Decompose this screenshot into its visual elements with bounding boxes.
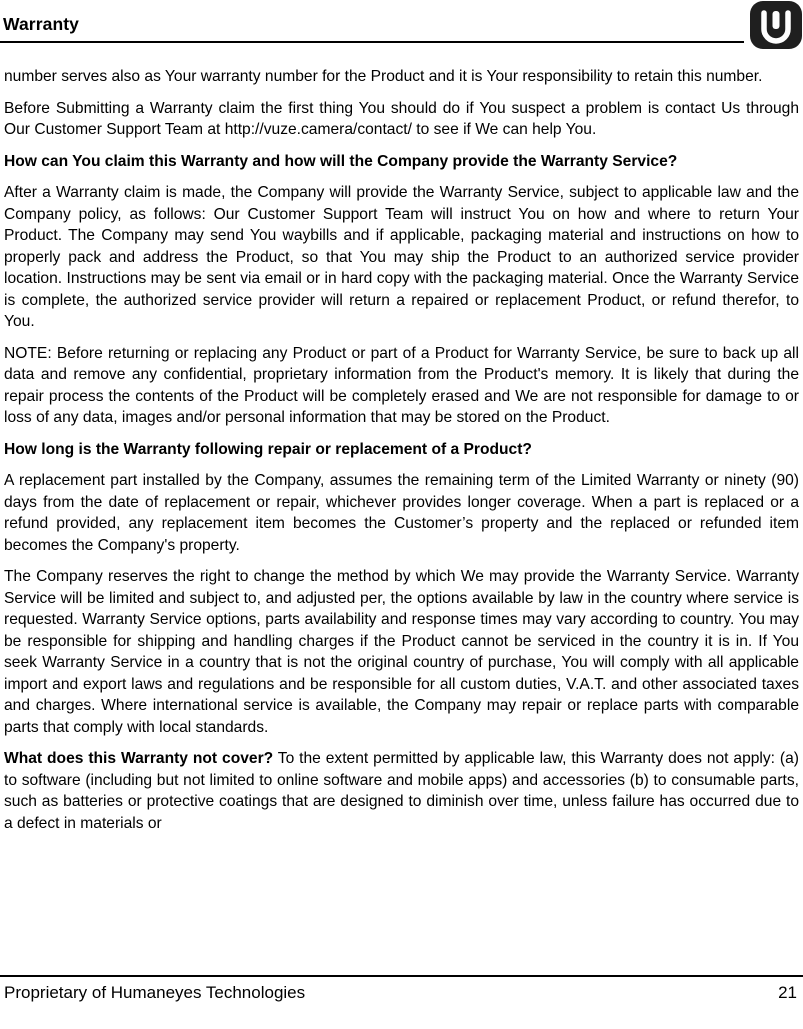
document-body bbox=[4, 66, 799, 844]
page-number: 21 bbox=[778, 983, 797, 1002]
header-divider bbox=[0, 41, 744, 43]
paragraph-not-covered bbox=[4, 748, 799, 834]
paragraph-replacement-part: A replacement part installed by the Company, assumes the remaining term of the Limited Warranty or ninety (90) days from the date of replacement or repair, whichever provides longer coverage. When a part is replaced or a refund provided, any replacement item becomes the Customer’s property and the replaced or refunded item becomes the Company's property. bbox=[4, 472, 799, 554]
paragraph-claim-process: After a Warranty claim is made, the Company will provide the Warranty Service, subject to applicable law and the Company policy, as follows: Our Customer Support Team will instruct You on how and where to return Your Product. The Company may send You waybills and if applicable, packaging material and instructions on how to properly pack and address the Product, so that You may ship the Product to an authorized service provider location. Instructions may be sent via email or in hard copy with the packaging material. Once the Warranty Service is complete, the authorized service provider will return a repaired or replacement Product, or refund therefor, to You. bbox=[4, 184, 799, 330]
paragraph-not-covered-text: To the extent permitted by applicable law, this Warranty does not apply: (a) to software (including but not limited to online software and mobile apps) and accessories (b) to consumable parts, such as batteries or protective coatings that are designed to diminish over time, unless failure has occurred due to a defect in materials or bbox=[4, 750, 799, 832]
paragraph-service-method: The Company reserves the right to change the method by which We may provide the Warranty Service. Warranty Service will be limited and subject to, and adjusted per, the options available by law in the country where service is requested. Warranty Service options, parts availability and response times may vary according to country. You may be responsible for shipping and handling charges if the Product cannot be serviced in the country it is in. If You seek Warranty Service in a country that is not the original country of purchase, You will comply with all applicable import and export laws and regulations and be responsible for all custom duties, V.A.T. and other associated taxes and charges. Where international service is available, the Company may repair or replace parts with comparable parts that comply with local standards. bbox=[4, 568, 799, 736]
vuze-logo-icon bbox=[750, 1, 802, 49]
footer-proprietary: Proprietary of Humaneyes Technologies bbox=[4, 983, 306, 1002]
paragraph-before-submitting: Before Submitting a Warranty claim the first thing You should do if You suspect a problem is contact Us through Our Customer Support Team at http://vuze.camera/contact/ to see if We can help You. bbox=[4, 99, 799, 138]
page-footer bbox=[0, 975, 803, 1029]
paragraph-warranty-number: number serves also as Your warranty number for the Product and it is Your responsibility to retain this number. bbox=[4, 68, 763, 85]
page-header bbox=[0, 0, 803, 52]
paragraph-backup-note: NOTE: Before returning or replacing any Product or part of a Product for Warranty Service, be sure to back up all data and remove any confidential, proprietary information from the Product's memory. It is likely that during the repair process the contents of the Product will be completely erased and We are not responsible for damage to or loss of any data, images and/or personal information that may be stored on the Product. bbox=[4, 344, 799, 426]
section-title: Warranty bbox=[3, 14, 80, 34]
heading-not-covered: What does this Warranty not cover? bbox=[4, 750, 274, 767]
vuze-logo-glyph-icon bbox=[756, 5, 796, 45]
footer-divider bbox=[0, 975, 803, 977]
heading-how-to-claim: How can You claim this Warranty and how will the Company provide the Warranty Service? bbox=[4, 152, 678, 170]
heading-warranty-after-repair: How long is the Warranty following repair or replacement of a Product? bbox=[4, 440, 532, 458]
